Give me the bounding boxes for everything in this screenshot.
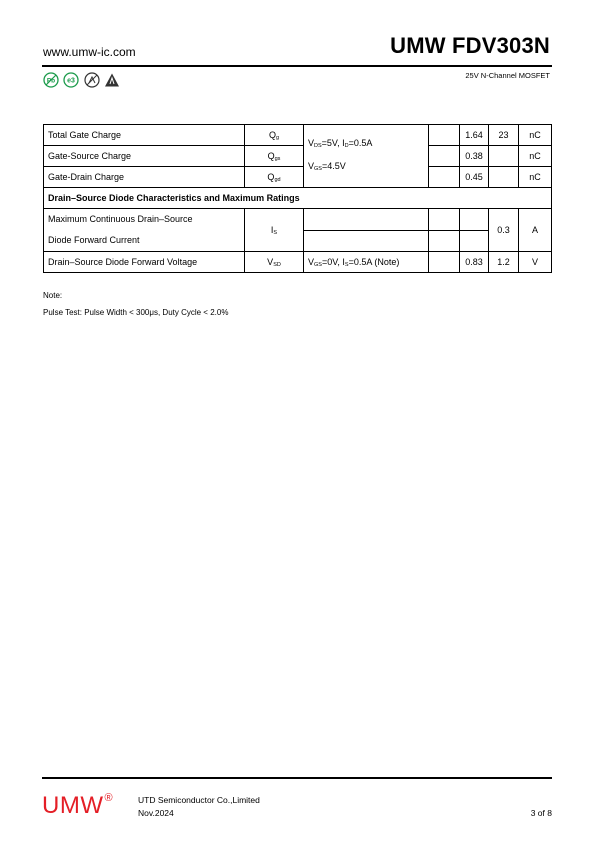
max-cell: 0.3 [489,209,519,252]
max-cell: 1.2 [489,252,519,273]
min-cell [429,125,460,146]
table-row [44,209,552,231]
publish-date: Nov.2024 [138,808,174,818]
table-row [44,167,552,188]
company-name: UTD Semiconductor Co.,Limited [138,795,260,805]
symbol-cell: $Q_{gd}$ [245,167,304,188]
e3-icon [63,72,79,88]
param-cell: Drain–Source Diode Forward Voltage [44,252,245,273]
min-cell [429,230,460,252]
test-condition-cell: $V_{DS}=5V$, $I_D=0.5A$ $V_{GS}=4.5V$ [304,125,429,188]
symbol-cell: $I_S$ [245,209,304,252]
svg-text:Pb: Pb [46,77,56,85]
part-number-title: UMW FDV303N [390,33,550,58]
typ-cell [460,230,489,252]
min-cell [429,167,460,188]
note-label: Note: [43,291,63,300]
svg-text:e3: e3 [67,77,75,85]
typ-cell: 1.64 [460,125,489,146]
min-cell [429,252,460,273]
electrical-characteristics-table [43,124,552,273]
table-row [44,146,552,167]
test-condition-cell: $V_{GS}=0V$, $I_S=0.5A$ (Note) [304,252,429,273]
min-cell [429,209,460,231]
typ-cell [460,209,489,231]
condition-cell [304,230,429,252]
typ-cell: 0.38 [460,146,489,167]
param-cell: Maximum Continuous Drain–Source Diode Forward Current [44,209,245,252]
max-cell [489,167,519,188]
typ-cell: 0.83 [460,252,489,273]
unit-cell: nC [519,146,552,167]
pb-free-icon [43,72,59,88]
website-url[interactable]: www.umw-ic.com [43,45,136,59]
min-cell [429,146,460,167]
param-cell: Gate-Drain Charge [44,167,245,188]
table-row [44,252,552,273]
pulse-test-note: Pulse Test: Pulse Width < 300μs, Duty Cycle < 2.0% [43,308,229,317]
condition-cell [304,209,429,231]
umw-logo: UMW® [42,792,114,819]
device-subtitle: 25V N-Channel MOSFET [465,71,550,80]
unit-cell: nC [519,167,552,188]
rohs-icon [84,72,100,88]
header-divider [42,65,552,67]
symbol-cell: $V_{SD}$ [245,252,304,273]
unit-cell: V [519,252,552,273]
param-cell: Gate-Source Charge [44,146,245,167]
page-number: 3 of 8 [530,808,552,818]
max-cell [489,146,519,167]
footer-divider [42,777,552,779]
symbol-cell: $Q_{gs}$ [245,146,304,167]
max-cell: 23 [489,125,519,146]
unit-cell: nC [519,125,552,146]
param-cell: Total Gate Charge [44,125,245,146]
section-title: Drain–Source Diode Characteristics and Maximum Ratings [44,188,552,209]
table-section-header [44,188,552,209]
symbol-cell: $Q_g$ [245,125,304,146]
table-row [44,125,552,146]
unit-cell: A [519,209,552,252]
typ-cell: 0.45 [460,167,489,188]
esd-icon [104,72,120,88]
